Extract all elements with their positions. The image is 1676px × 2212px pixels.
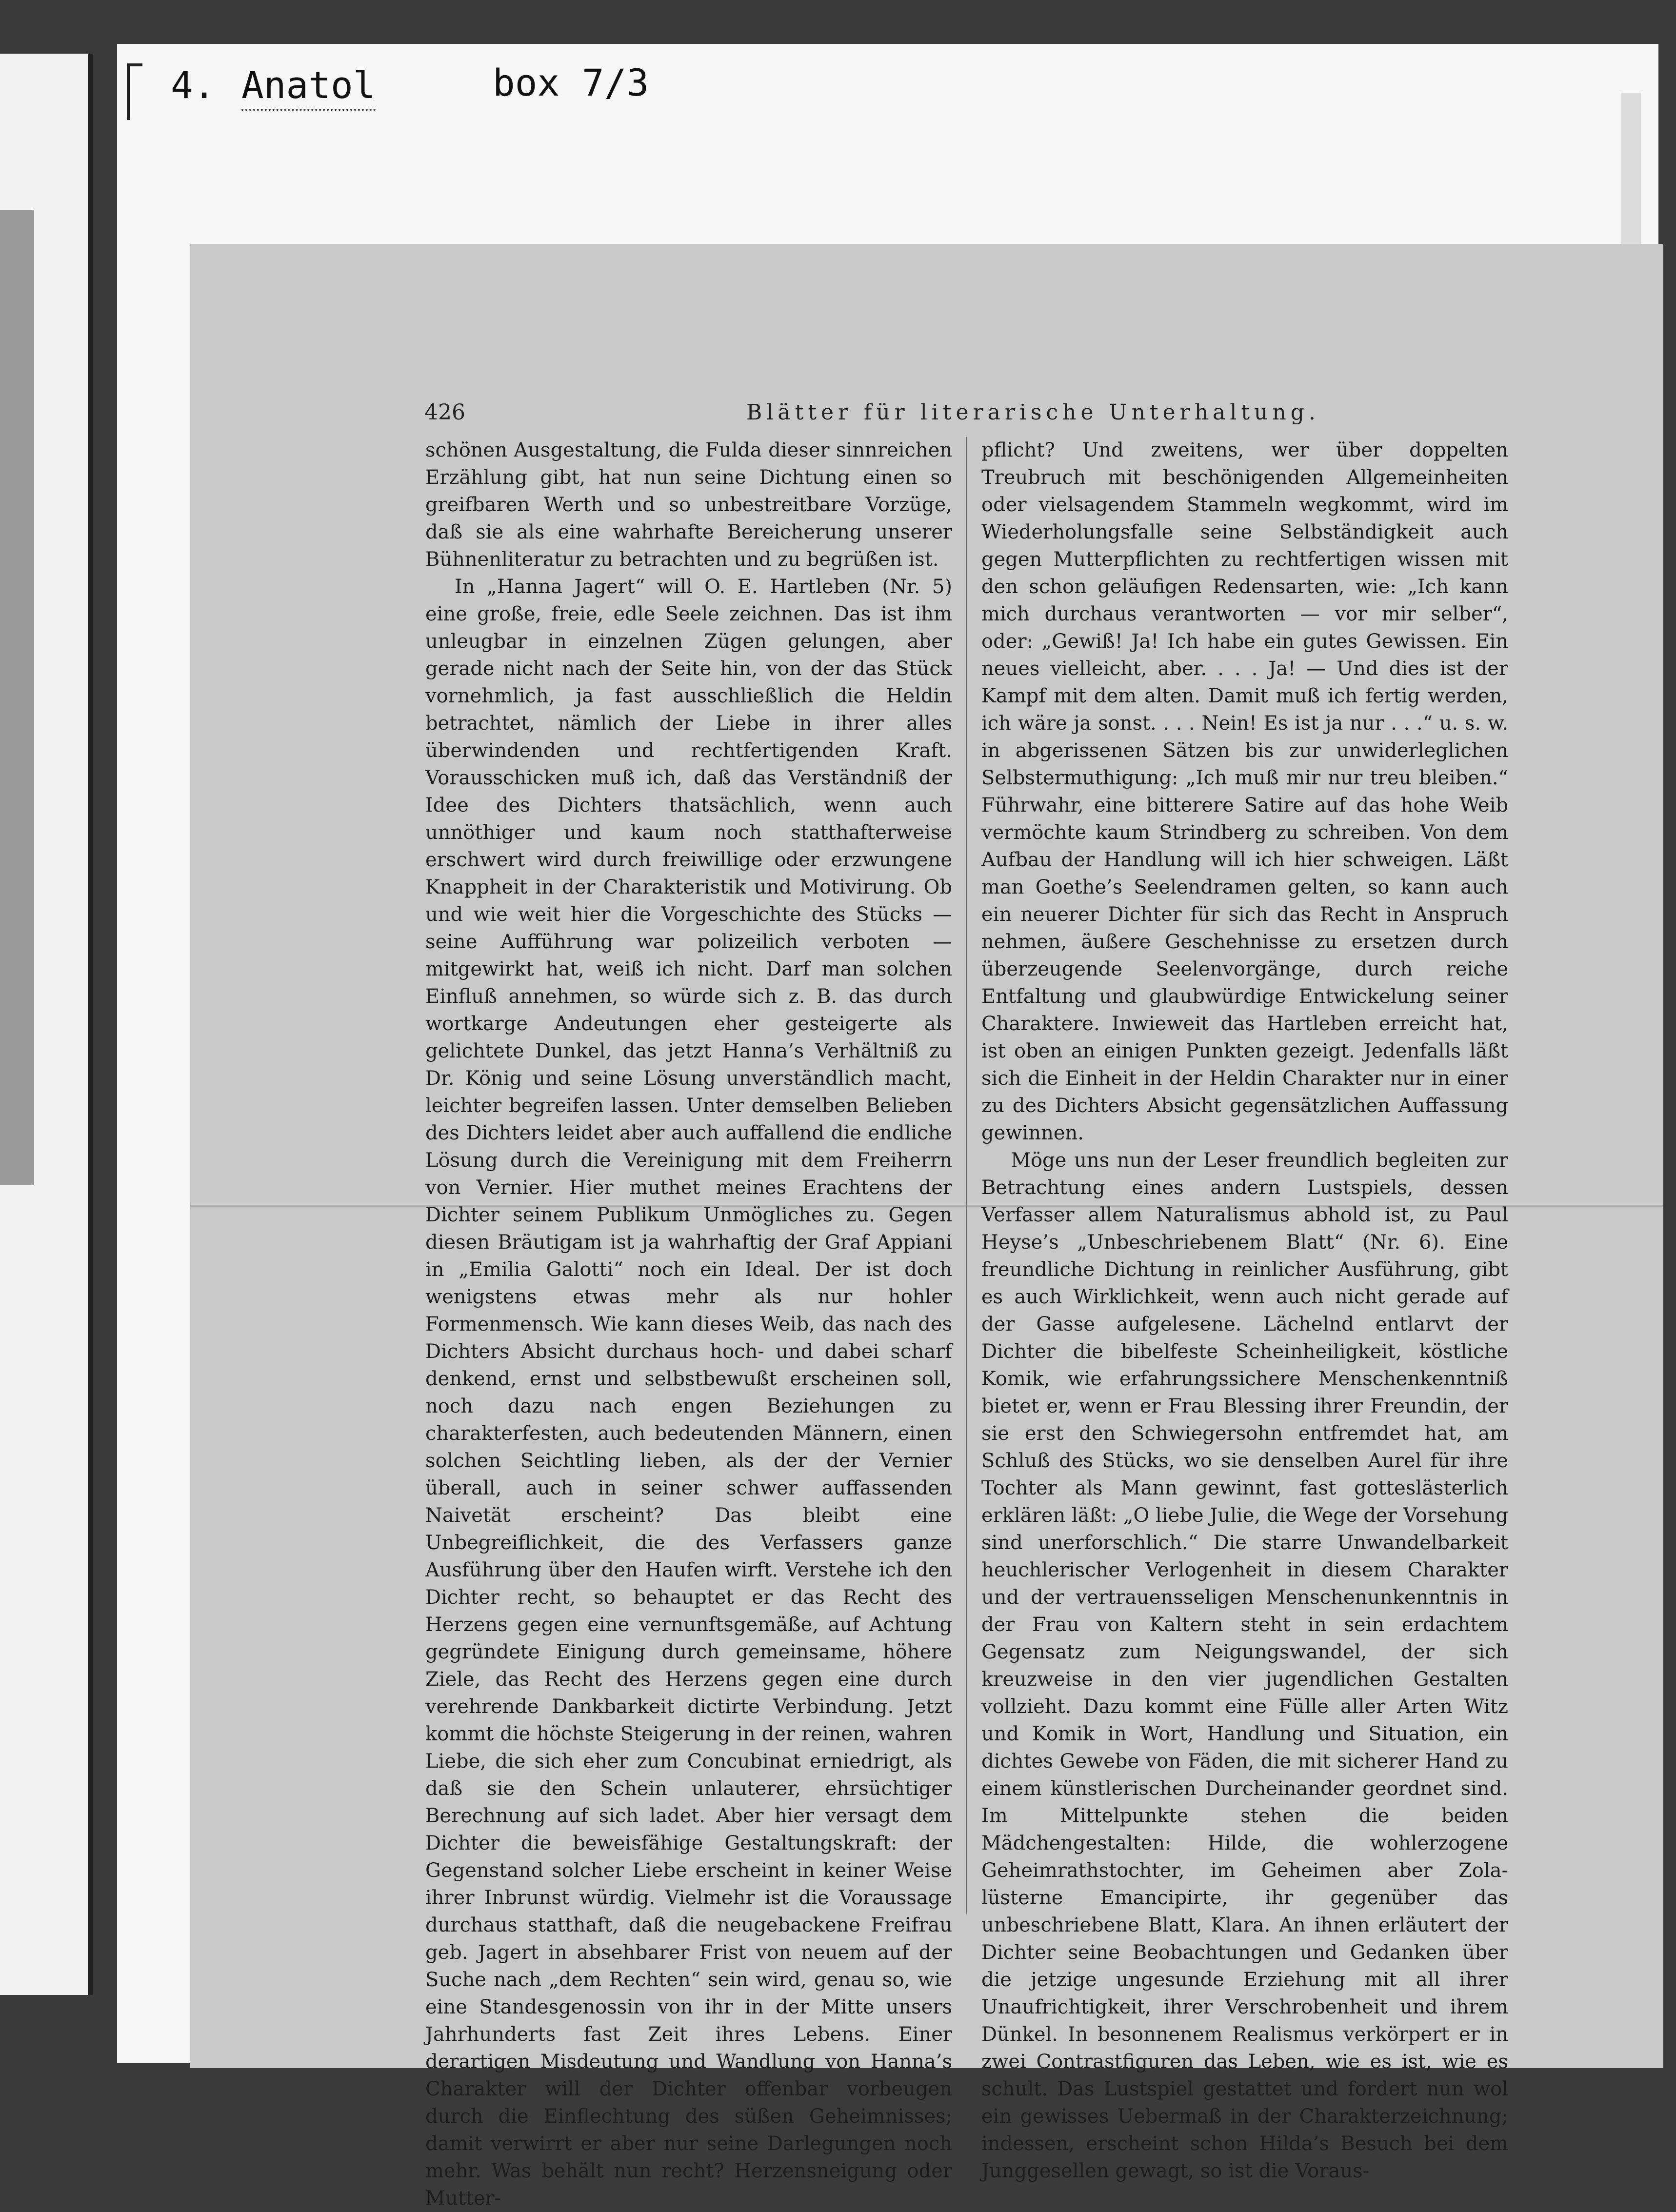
background-sheet-edge <box>0 210 34 1185</box>
newspaper-clipping <box>190 244 1663 2210</box>
page-number: 426 <box>424 400 465 425</box>
folder-title: Anatol <box>241 63 376 111</box>
right-paragraph-1: pflicht? Und zweitens, wer über doppelten Treubruch mit beschönigenden Allgemeinheiten oder vielsagendem Stammeln wegkommt, wird im Wiederholungsfalle seine Selbständigkeit auch gegen Mutterpflichten zu rechtfertigen wissen mit den schon geläufigen Redensarten, wie: „Ich kann mich durchaus verantworten — vor mir selber“, oder: „Gewiß! Ja! Ich habe ein gutes Gewissen. Ein neues vielleicht, aber. . . . Ja! — Und dies ist der Kampf mit dem alten. Damit muß ich fertig werden, ich wäre ja sonst. . . . Nein! Es ist ja nur . . .“ u. s. w. in abgerissenen Sätzen bis zur unwiderleglichen Selbstermuthigung: „Ich muß mir nur treu bleiben.“ Führwahr, eine bitterere Satire auf das hohe Weib vermöchte kaum Strindberg zu schreiben. Von dem Aufbau der Handlung will ich hier schweigen. Läßt man Goethe’s Seelendramen gelten, so kann auch ein neuerer Dichter für sich das Recht in Anspruch nehmen, äußere Geschehnisse zu ersetzen durch überzeugende Seelenvorgänge, durch reiche Entfaltung und glaubwürdige Entwickelung seiner Charaktere. Inwieweit das Hartleben erreicht hat, ist oben an einigen Punkten gezeigt. Jedenfalls läßt sich die Einheit in der Heldin Charakter nur in einer zu des Dichters Absicht gegensätzlichen Auffassung gewinnen. <box>981 439 1508 1144</box>
running-head: Blätter für literarische Unterhaltung. <box>746 400 1320 425</box>
left-column <box>425 437 952 2210</box>
right-paragraph-2: Möge uns nun der Leser freundlich begleiten zur Betrachtung eines andern Lustspiels, dessen Verfasser allem Naturalismus abhold ist, zu Paul Heyse’s „Unbeschriebenem Blatt“ (Nr. 6). Eine freundliche Dichtung in reinlicher Ausführung, gibt es auch Wirklichkeit, wenn auch nicht gerade auf der Gasse aufgelesene. Lächelnd entlarvt der Dichter die bibelfeste Scheinheiligkeit, köstliche Komik, wie erfahrungssichere Menschenkenntniß bietet er, wenn er Frau Blessing ihrer Freundin, der sie erst den Schwiegersohn entfremdet hat, am Schluß des Stücks, wo sie denselben Aurel für ihre Tochter als Mann gewinnt, fast gotteslästerlich erklären läßt: „O liebe Julie, die Wege der Vorsehung sind unerforschlich.“ Die starre Unwandelbarkeit heuchlerischer Verlogenheit in diesem Charakter und der vertrauensseligen Menschenunkenntnis in der Frau von Kaltern steht in sein erdachtem Gegensatz zum Neigungswandel, der sich kreuzweise in den vier jugendlichen Gestalten vollzieht. Dazu kommt eine Fülle aller Arten Witz und Komik in Wort, Handlung und Situation, ein dichtes Gewebe von Fäden, die mit sicherer Hand zu einem künstlerischen Durcheinander geordnet sind. Im Mittelpunkte stehen die beiden Mädchengestalten: Hilde, die wohlerzogene Geheimrathstochter, im Geheimen aber Zola-lüsterne Emancipirte, ihr gegenüber das unbeschriebene Blatt, Klara. An ihnen erläutert der Dichter seine Beobachtungen und Gedanken über die jetzige ungesunde Erziehung mit all ihrer Unaufrichtigkeit, ihrer Verschrobenheit und ihrem Dünkel. In besonnenem Realismus verkörpert er in zwei Contrastfiguren das Leben, wie es ist, wie es schult. Das Lustspiel gestattet und fordert nun wol ein gewisses Uebermaß in der Charakterzeichnung; indessen, erscheint schon Hilda’s Besuch bei dem Junggesellen gewagt, so ist die Voraus- <box>981 1149 1508 2182</box>
left-paragraph-2: In „Hanna Jagert“ will O. E. Hartleben (Nr. 5) eine große, freie, edle Seele zeichnen. Das ist ihm unleugbar in einzelnen Zügen gelungen, aber gerade nicht nach der Seite hin, von der das Stück vornehmlich, ja fast ausschließlich die Heldin betrachtet, nämlich der Liebe in ihrer alles überwindenden und rechtfertigenden Kraft. Vorausschicken muß ich, daß das Verständniß der Idee des Dichters thatsächlich, wenn auch unnöthiger und kaum noch statthafterweise erschwert wird durch freiwillige oder erzwungene Knappheit in der Charakteristik und Motivirung. Ob und wie weit hier die Vorgeschichte des Stücks — seine Aufführung war polizeilich verboten — mitgewirkt hat, weiß ich nicht. Darf man solchen Einfluß annehmen, so würde sich z. B. das durch wortkarge Andeutungen eher gesteigerte als gelichtete Dunkel, das jetzt Hanna’s Verhältniß zu Dr. König und seine Lösung unverständlich macht, leichter begreifen lassen. Unter demselben Belieben des Dichters leidet aber auch auffallend die endliche Lösung durch die Vereinigung mit dem Freiherrn von Vernier. Hier muthet meines Erachtens der Dichter seinem Publikum Unmögliches zu. Gegen diesen Bräutigam ist ja wahrhaftig der Graf Appiani in „Emilia Galotti“ noch ein Ideal. Der ist doch wenigstens etwas mehr als nur hohler Formenmensch. Wie kann dieses Weib, das nach des Dichters Absicht durchaus hoch- und dabei scharf denkend, ernst und selbstbewußt erscheinen soll, noch dazu nach engen Beziehungen zu charakterfesten, auch bedeutenden Männern, einen solchen Seichtling lieben, als der der Vernier überall, auch in seiner schwer auffassenden Naivetät erscheint? Das bleibt eine Unbegreiflichkeit, die des Verfassers ganze Ausführung über den Haufen wirft. Verstehe ich den Dichter recht, so behauptet er das Recht des Herzens gegen eine vernunftsgemäße, auf Achtung gegründete Einigung durch gemeinsame, höhere Ziele, das Recht des Herzens gegen eine durch verehrende Dankbarkeit dictirte Verbindung. Jetzt kommt die höchste Steigerung in der reinen, wahren Liebe, die sich eher zum Concubinat erniedrigt, als daß sie den Schein unlauterer, ehrsüchtiger Berechnung auf sich ladet. Aber hier versagt dem Dichter die beweisfähige Gestaltungskraft: der Gegenstand solcher Liebe erscheint in keiner Weise ihrer Inbrunst würdig. Vielmehr ist die Voraussage durchaus statthaft, daß die neugebackene Freifrau geb. Jagert in absehbarer Frist von neuem auf der Suche nach „dem Rechten“ sein wird, genau so, wie eine Standesgenossin von ihr in der Mitte unsers Jahrhunderts fast Zeit ihres Lebens. Einer derartigen Misdeutung und Wandlung von Hanna’s Charakter will der Dichter offenbar vorbeugen durch die Einflechtung des süßen Geheimnisses; damit verwirrt er aber nur seine Darlegungen noch mehr. Was behält nun recht? Herzensneigung oder Mutter- <box>425 576 952 2210</box>
box-number: box 7/3 <box>493 61 649 104</box>
column-rule <box>966 437 967 1914</box>
folder-tab-edge <box>1621 93 1641 249</box>
right-column <box>981 437 1508 2182</box>
folder-number: 4. <box>171 63 216 107</box>
label-corner-mark <box>127 63 142 120</box>
left-paragraph-1: schönen Ausgestaltung, die Fulda dieser sinnreichen Erzählung gibt, hat nun seine Dichtung einen so greifbaren Werth und so unbestreitbare Vorzüge, daß sie als eine wahrhafte Bereicherung unserer Bühnenliteratur zu betrachten und zu begrüßen ist. <box>425 439 952 571</box>
